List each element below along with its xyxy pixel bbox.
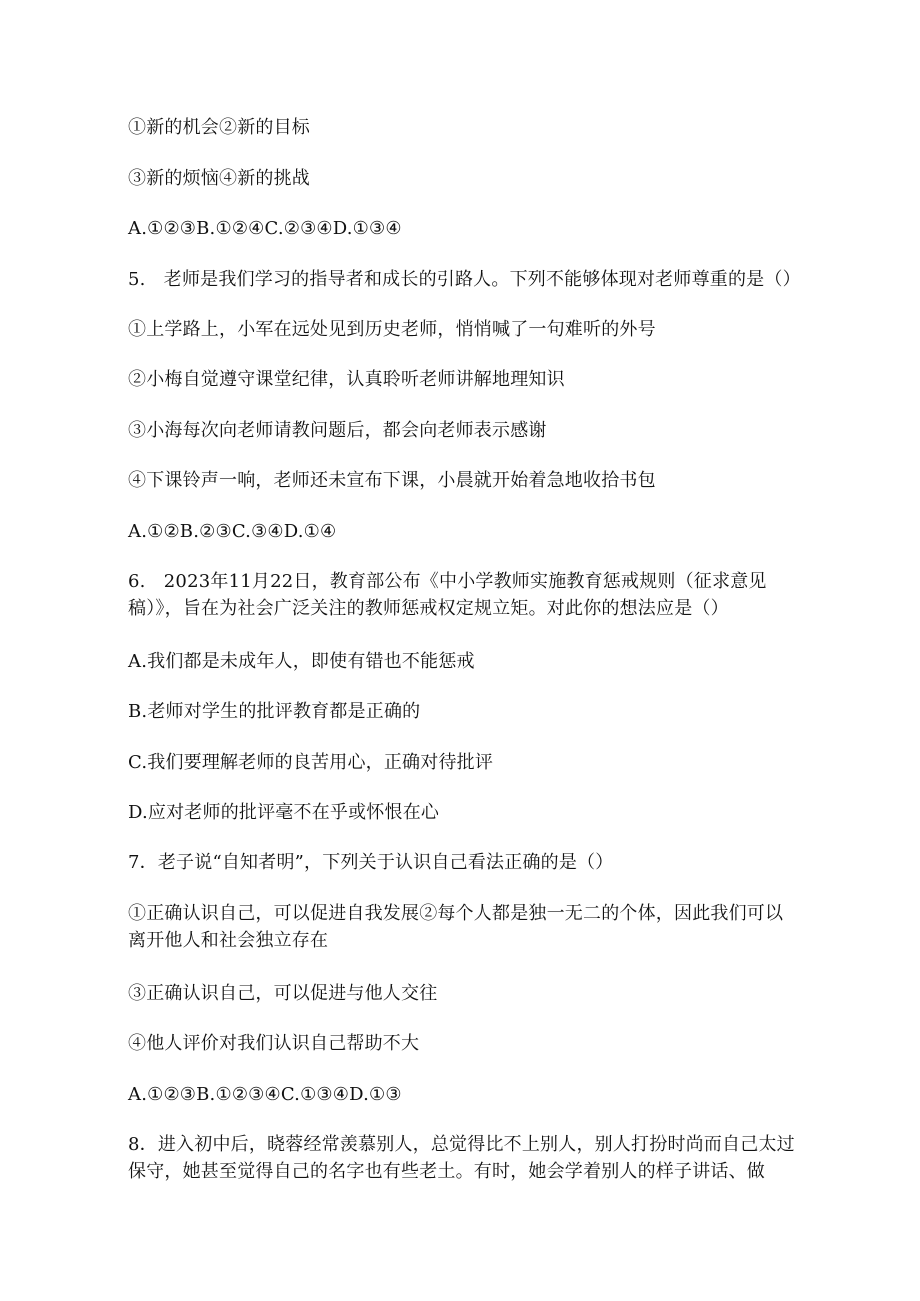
- q6-stem: 6. 2023年11月22日，教育部公布《中小学教师实施教育惩戒规则（征求意见稿）》，旨在为社会广泛关注的教师惩戒权定规立矩。对此你的想法应是（）: [128, 571, 767, 619]
- q6-option-b: B.老师对学生的批评教育都是正确的: [128, 701, 421, 722]
- q5-stem: 5. 老师是我们学习的指导者和成长的引路人。下列不能够体现对老师尊重的是（）: [128, 269, 801, 290]
- q7-statements-1-2: ①正确认识自己，可以促进自我发展②每个人都是独一无二的个体，因此我们可以离开他人和社会独立存在: [128, 903, 784, 951]
- q6-option-c: C.我们要理解老师的良苦用心，正确对待批评: [128, 752, 494, 773]
- q5-options: A.①②B.②③C.③④D.①④: [128, 521, 337, 542]
- q7-options: A.①②③B.①②③④C.①③④D.①③: [128, 1084, 402, 1105]
- q7-statement-3: ③正确认识自己，可以促进与他人交往: [128, 983, 438, 1004]
- q7-statement-4: ④他人评价对我们认识自己帮助不大: [128, 1033, 420, 1054]
- q7-stem: 7．老子说“自知者明”，下列关于认识自己看法正确的是（）: [128, 852, 614, 873]
- q4-statements-1-2: ①新的机会②新的目标: [128, 117, 310, 138]
- q5-statement-1: ①上学路上，小军在远处见到历史老师，悄悄喊了一句难听的外号: [128, 319, 656, 340]
- q4-statements-3-4: ③新的烦恼④新的挑战: [128, 168, 310, 189]
- q5-statement-2: ②小梅自觉遵守课堂纪律，认真聆听老师讲解地理知识: [128, 369, 565, 390]
- q6-option-a: A.我们都是未成年人，即使有错也不能惩戒: [128, 651, 475, 672]
- q5-statement-4: ④下课铃声一响，老师还未宣布下课，小晨就开始着急地收拾书包: [128, 470, 656, 491]
- q4-options: A.①②③B.①②④C.②③④D.①③④: [128, 218, 402, 239]
- q6-option-d: D.应对老师的批评毫不在乎或怀恨在心: [128, 802, 440, 823]
- q5-statement-3: ③小海每次向老师请教问题后，都会向老师表示感谢: [128, 420, 547, 441]
- q8-stem: 8．进入初中后，晓蓉经常羡慕别人，总觉得比不上别人，别人打扮时尚而自己太过保守，她甚至觉得自己的名字也有些老土。有时，她会学着别人的样子讲话、做: [128, 1134, 795, 1182]
